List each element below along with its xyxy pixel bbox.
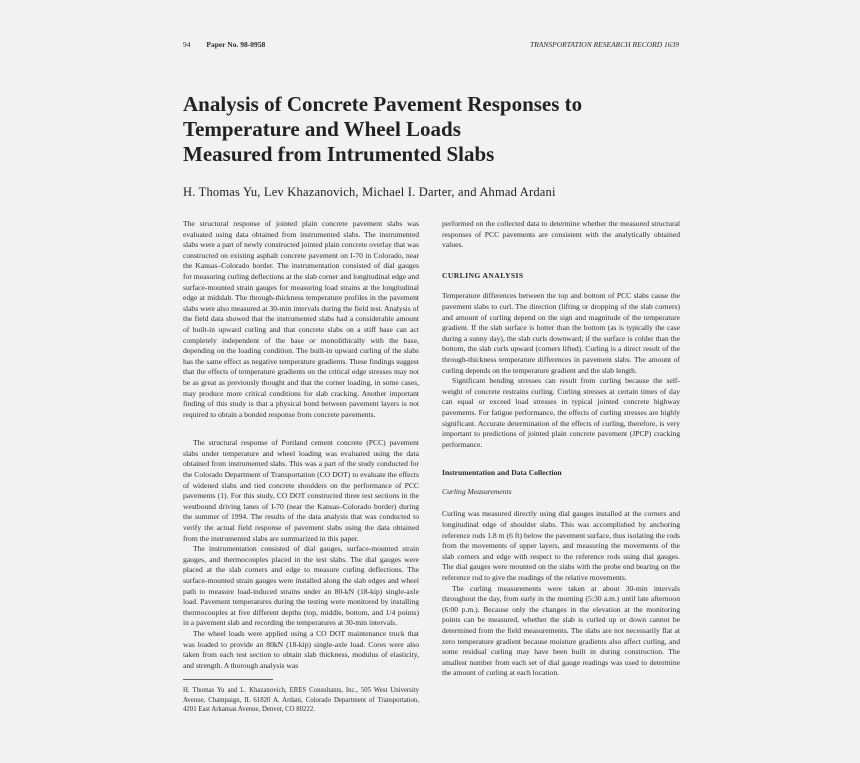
title-line-2: Temperature and Wheel Loads — [183, 117, 461, 141]
subsection-heading-instrumentation: Instrumentation and Data Collection — [442, 468, 562, 478]
abstract: The structural response of jointed plain concrete pavement slabs was evaluated using data obtained from instrumented slabs. The instrumented slabs were a part of newly constructed jointed plain concrete overlay that was constructed on existing asphalt concrete pavement on I-70 in Colorado, near the Kansas–Colorado border. The instrumentation consisted of dial gauges for measuring curling deflections at the slab corner and longitudinal edge and surface-mounted strain gauges for measuring load strains at the longitudinal edge at midslab. The through-thickness temperature profiles in the pavement slabs were also measured at 30-min intervals during the field test. Analysis of the field data showed that the instrumented slabs had a considerable amount of built-in upward curling and that concrete slabs on a stiff base can act completely independent of the base or monolithically with the base, depending on the loading condition. The built-in upward curling of the slabs has the same effect as negative temperature gradients. These findings suggest that the effects of temperature gradients on the critical edge stresses may not be as great as previously thought and that the corner loading, in some cases, may produce more critical conditions for slab cracking. Another important finding of this study is that a physical bond between pavement layers is not required to obtain a bonded response from concrete pavements. — [183, 219, 419, 419]
intro-paragraph-2: The instrumentation consisted of dial gauges, surface-mounted strain gauges, and thermocouples placed in the test slabs. The dial gauges were placed at the slab corners and edge to measure curling deflections. The surface-mounted strain gauges were installed along the slab edges and wheel path to measure load-induced strains under an 80-kN (18-kip) single-axle load. Pavement temperatures during the testing were monitored by installing thermocouples at five different depths (top, middle, bottom, and 1/4 points) in a pavement slab and recording the temperatures at 30-min intervals. — [183, 544, 419, 628]
author-affiliation-footnote: H. Thomas Yu and L. Khazanovich, ERES Consultants, Inc., 505 West University Avenue, Champaign, IL 61820 A. Ardani, Colorado Department of Transportation, 4201 East Arkansas Avenue, Denver, CO 80222. — [183, 687, 419, 714]
subsubsection-heading-curling-measurements: Curling Measurements — [442, 486, 512, 496]
footnote-divider — [183, 679, 273, 680]
right-column — [442, 219, 680, 679]
running-header — [183, 40, 679, 52]
left-column — [183, 219, 419, 715]
title-line-1: Analysis of Concrete Pavement Responses to — [183, 92, 583, 116]
paper-title — [183, 92, 703, 167]
continued-paragraph: performed on the collected data to determine whether the measured structural responses of PCC pavements are consistent with the analytically obtained values. — [442, 219, 680, 250]
intro-paragraph-1: The structural response of Portland cement concrete (PCC) pavement slabs under temperature and wheel loading was evaluated using the data obtained from instrumented slabs. This was a part of the study conducted for the Colorado Department of Transportation (CO DOT) to evaluate the effects of widened slabs and tied concrete shoulders on the performance of PCC pavements (1). For this study, CO DOT constructed three test sections in the westbound driving lanes of I-70 (near the Kansas–Colorado border) during the summer of 1994. The results of the data analysis that was conducted to verify the actual field response of pavement slabs using the data obtained from the instrumented slabs are summarized in this paper. — [183, 438, 419, 543]
header-left — [183, 40, 265, 49]
intro-paragraph-3: The wheel loads were applied using a CO DOT maintenance truck that was loaded to provide an 80kN (18-kip) single-axle load. Cores were also taken from each test section to obtain slab thickness, modulus of elasticity, and strength. A thorough analysis was — [183, 628, 419, 670]
title-line-3: Measured from Intrumented Slabs — [183, 142, 495, 166]
measurement-paragraph-1: Curling was measured directly using dial gauges installed at the corners and longitudinal edge of shoulder slabs. This was accomplished by anchoring reference rods 1.8 m (6 ft) below the pavement surface, thus isolating the rods from the movements of upper layers, and measuring the movements of the slab corners and edge with respect to the reference rods using dial gauges. The dial gauges were mounted on the slabs with the probe end bearing on the reference rod to give the readings of the relative movements. — [442, 509, 680, 583]
section-heading-curling-analysis: CURLING ANALYSIS — [442, 270, 524, 280]
curling-paragraph-2: Significant bending stresses can result from curling because the self-weight of concrete restrains curling. Curling stresses at certain times of day can equal or exceed load stresses in typical jointed concrete highway pavements. For fatigue performance, the effects of curling stresses are highly significant. Accurate determination of the effects of curling, therefore, is very important to predictions of jointed plain concrete pavement (JPCP) cracking performance. — [442, 376, 680, 449]
author-list: H. Thomas Yu, Lev Khazanovich, Michael I. Darter, and Ahmad Ardani — [183, 185, 556, 199]
journal-name: TRANSPORTATION RESEARCH RECORD 1639 — [530, 40, 679, 49]
paper-number: Paper No. 98-0958 — [206, 40, 266, 49]
curling-paragraph-1: Temperature differences between the top and bottom of PCC slabs cause the pavement slabs to curl. The direction (lifting or dropping of the slab corners) and amount of curling depend on the sign and magnitude of the temperature gradient. If the slab surface is hotter than the bottom (as is typically the case during a sunny day), the slab curls downward; if the surface is colder than the bottom, the slab curls upward (corners lifted). Curling is a direct result of the through-thickness temperature differences in pavement slabs. The amount of curling depends on the temperature gradient and the slab length. — [442, 291, 680, 375]
measurement-paragraph-2: The curling measurements were taken at about 30-min intervals throughout the day, from early in the morning (5:30 a.m.) until late afternoon (6:00 p.m.). Because only the changes in the elevation at the monitoring points can be measured, whether the slab is curled up or down cannot be determined from the field measurements. The slabs are not necessarily flat at zero temperature gradient because moisture gradients also affect curling, and some residual curling may have been built in during construction. The smallest number from each set of dial gauge readings was used to determine the amount of curling at each location. — [442, 583, 680, 678]
page-number: 94 — [183, 40, 191, 49]
